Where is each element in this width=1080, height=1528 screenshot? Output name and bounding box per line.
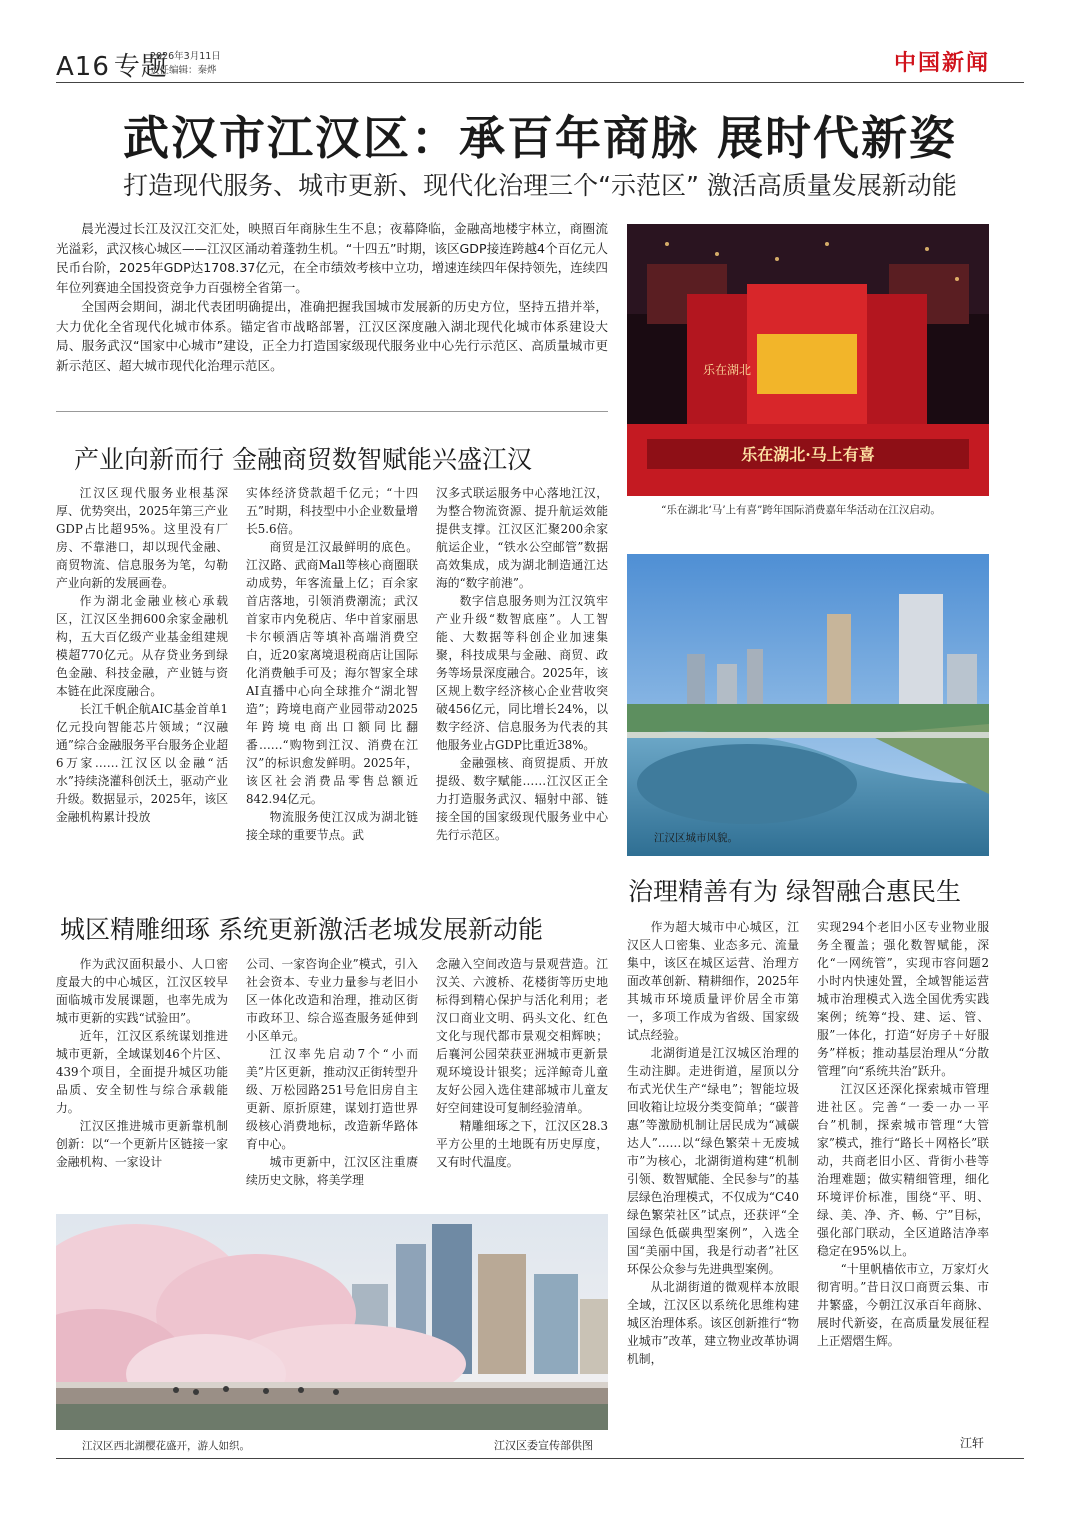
- section2-title: 城区精雕细琢 系统更新激活老城发展新动能: [60, 915, 543, 944]
- new-year-event-photo: [627, 224, 989, 496]
- paragraph: 公司、一家咨询企业”模式，引入社会资本、专业力量参与老旧小区一体化改造和治理，推动区街市政环卫、综合巡查服务延伸到小区单元。: [246, 957, 418, 1043]
- paragraph: 北湖街道是江汉城区治理的生动注脚。走进街道，屋顶以分布式光伏生产“绿电”；智能垃圾回收箱让垃圾分类变简单；“碳普惠”等激励机制让居民成为“减碳达人”……以“绿色繁荣＋无废城市”为核心，北湖街道构建“机制引领、数智赋能、全民参与”的基层绿色治理模式，不仅成为“C40绿色繁荣社区”试点，还获评“全国绿色低碳典型案例”，入选全国“美丽中国，我是行动者”社区环保公众参与先进典型案例。: [627, 1046, 799, 1276]
- section1-column-3: [436, 484, 608, 886]
- photo-credit: 江汉区委宣传部供图: [494, 1439, 593, 1452]
- paragraph: 数字信息服务则为江汉筑牢产业升级“数智底座”。人工智能、大数据等科创企业加速集聚，科技成果与金融、商贸、政务等场景深度融合。2025年，该区规上数字经济核心企业营收突破456亿元，同比增长24%，以数字经济、信息服务为代表的其他服务业占GDP比重近38%。: [436, 594, 608, 752]
- editor-line: 责任编辑：秦烨: [150, 65, 217, 76]
- section1-column-1: [56, 484, 228, 886]
- paragraph: “十里帆樯依市立，万家灯火彻宵明。”昔日汉口商贾云集、市井繁盛，今朝江汉承百年商脉、展时代新姿，在高质量发展征程上正熠熠生辉。: [817, 1262, 989, 1348]
- city-skyline-photo: [627, 554, 989, 856]
- subheadline: 打造现代服务、城市更新、现代化治理三个“示范区” 激活高质量发展新动能: [123, 171, 957, 200]
- author-byline: 江轩: [960, 1436, 985, 1450]
- paragraph: 物流服务使江汉成为湖北链接全球的重要节点。武: [246, 810, 418, 842]
- section1-column-2: [246, 484, 418, 886]
- issue-date: 2026年3月11日: [150, 51, 221, 62]
- paragraph: 商贸是江汉最鲜明的底色。江汉路、武商Mall等核心商圈联动成势，年客流量上亿；百余家首店落地，引领消费潮流；武汉首家市内免税店、华中首家丽思卡尔顿酒店等填补高端消费空白，近20家离境退税商店让国际化消费触手可及；海尔智家全球AI直播中心向全球推介“湖北智造”；跨境电商产业园带动2025年跨境电商出口额同比翻番……“购物到江汉、消费在江汉”的标识愈发鲜明。2025年，该区社会消费品零售总额近842.94亿元。: [246, 540, 418, 806]
- skyline-caption: 江汉区城市风貌。: [654, 832, 738, 844]
- event-caption: “乐在湖北‘马’上有喜”跨年国际消费嘉年华活动在江汉启动。: [661, 504, 941, 516]
- section1-title: 产业向新而行 金融商贸数智赋能兴盛江汉: [74, 445, 532, 474]
- brand-logo: 中国新闻: [893, 50, 990, 76]
- section-name: 专题: [113, 52, 168, 82]
- paragraph: 近年，江汉区系统谋划推进城市更新，全域谋划46个片区、439个项目，全面提升城区功能品质、安全韧性与综合承载能力。: [56, 1029, 228, 1115]
- section2-column-1: [56, 955, 228, 1201]
- section2-column-3: [436, 955, 608, 1201]
- page-number: A16 专题: [56, 52, 168, 82]
- paragraph: 江汉区推进城市更新靠机制创新：以“一个更新片区链接一家金融机构、一家设计: [56, 1119, 228, 1169]
- paragraph: 城市更新中，江汉区注重赓续历史文脉，将美学理: [246, 1155, 418, 1187]
- paragraph: 精雕细琢之下，江汉区28.3平方公里的土地既有历史厚度，又有时代温度。: [436, 1119, 608, 1169]
- event-banner-text: 乐在湖北: [702, 363, 752, 377]
- header-divider: [56, 82, 1024, 83]
- lead-paragraph: 全国两会期间，湖北代表团明确提出，准确把握我国城市发展新的历史方位，坚持五措并举，大力优化全省现代化城市体系。锚定省市战略部署，江汉区深度融入湖北现代化城市体系建设大局、服务武汉“国家中心城市”建设，正全力打造国家级现代服务业中心先行示范区、高质量城市更新示范区、超大城市现代化治理示范区。: [56, 299, 608, 373]
- section3-title: 治理精善有为 绿智融合惠民生: [628, 877, 961, 906]
- footer-divider: [56, 1458, 1024, 1459]
- paragraph: 念融入空间改造与景观营造。江汉关、六渡桥、花楼街等历史地标得到精心保护与活化利用；老汉口商业文明、码头文化、红色文化与现代都市景观交相辉映；后襄河公园荣获亚洲城市更新景观环境设计银奖；远洋鲸奇儿童友好公园入选住建部城市儿童友好空间建设可复制经验清单。: [436, 957, 608, 1115]
- paragraph: 从北湖街道的微观样本放眼全域，江汉区以系统化思维构建城区治理体系。该区创新推行“物业城市”改革，建立物业改革协调机制，: [627, 1280, 799, 1366]
- paragraph: 江汉区还深化探索城市管理进社区。完善“一委一办一平台”机制，探索城市管理“大管家”模式，推行“路长＋网格长”联动，共商老旧小区、背街小巷等治理难题；做实精细管理，细化环境评价标准，围绕“平、明、绿、美、净、齐、畅、宁”目标，强化部门联动，全区道路洁净率稳定在95%以上。: [817, 1082, 989, 1258]
- paragraph: 长江千帆企航AIC基金首单1亿元投向智能芯片领域；“汉融通”综合金融服务平台服务企业超6万家……江汉区以金融“活水”持续浇灌科创沃土，驱动产业升级。数据显示，2025年，该区金融机构累计投放: [56, 702, 228, 824]
- event-stage-text: 乐在湖北·马上有喜: [741, 445, 875, 464]
- paragraph: 金融强核、商贸提质、开放提级、数字赋能……江汉区正全力打造服务武汉、辐射中部、链接全国的国家级现代服务业中心先行示范区。: [436, 756, 608, 842]
- section2-column-2: [246, 955, 418, 1201]
- lead-paragraph: 晨光漫过长江及汉江交汇处，映照百年商脉生生不息；夜幕降临，金融高地楼宇林立，商圈流光溢彩，武汉核心城区——江汉区涌动着蓬勃生机。“十四五”时期，该区GDP接连跨越4个百亿元人民币台阶，2025年GDP达1708.37亿元，在全市绩效考核中立功，增速连续四年保持领先，连续四年位列赛迪全国投资竞争力百强榜全省第一。: [56, 221, 608, 295]
- lead-divider: [56, 411, 608, 412]
- issue-meta: [150, 50, 221, 78]
- paragraph: 实体经济贷款超千亿元；“十四五”时期，科技型中小企业数量增长5.6倍。: [246, 486, 418, 536]
- paragraph: 作为武汉面积最小、人口密度最大的中心城区，江汉区较早面临城市发展课题，也率先成为城市更新的实践“试验田”。: [56, 957, 228, 1025]
- headline: 武汉市江汉区：承百年商脉 展时代新姿: [122, 111, 957, 165]
- paragraph: 实现294个老旧小区专业物业服务全覆盖；强化数智赋能，深化“一网统管”，实现市容问题2小时内快速处置，全域智能运营城市治理模式入选全国优秀实践案例；统筹“投、建、运、管、服”一体化，打造“好房子＋好服务”样板；推动基层治理从“分散管理”向“系统共治”跃升。: [817, 920, 989, 1078]
- paragraph: 作为湖北金融业核心承载区，江汉区坐拥600余家金融机构，五大百亿级产业基金组建规模超770亿元。从存贷业务到绿色金融、科技金融，产业链与资本链在此深度融合。: [56, 594, 228, 698]
- section3-column-2: [817, 918, 989, 1452]
- section3-column-1: [627, 918, 799, 1452]
- paragraph: 江汉区现代服务业根基深厚、优势突出，2025年第三产业GDP占比超95%。这里没有厂房、不靠港口，却以现代金融、商贸物流、信息服务为笔，勾勒产业向新的发展画卷。: [56, 486, 228, 590]
- cherry-blossom-photo: [56, 1214, 608, 1430]
- blossom-caption: 江汉区西北湖樱花盛开，游人如织。: [82, 1440, 250, 1452]
- paragraph: 汉多式联运服务中心落地江汉，为整合物流资源、提升航运效能提供支撑。江汉区汇聚200余家航运企业，“铁水公空邮管”数据高效集成，成为湖北制造通江达海的“数字前港”。: [436, 486, 608, 590]
- paragraph: 作为超大城市中心城区，江汉区人口密集、业态多元、流量集中，该区在城区运营、治理方面改革创新、精耕细作，2025年其城市环境质量评价居全市第一，多项工作成为省级、国家级试点经验。: [627, 920, 799, 1042]
- paragraph: 江汉率先启动7个“小而美”片区更新，推动汉正街转型升级、万松园路251号危旧房自主更新、原折原建，谋划打造世界级核心消费地标，改造新华路体育中心。: [246, 1047, 418, 1151]
- lead-text: [56, 219, 608, 375]
